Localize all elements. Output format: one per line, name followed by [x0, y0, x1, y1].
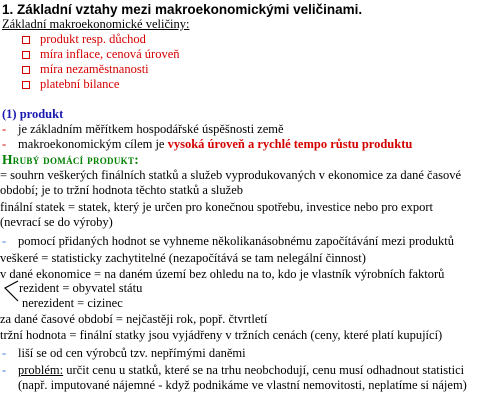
list-item: míra inflace, cenová úroveň: [22, 47, 180, 62]
text-line: nerezident = cizinec: [22, 296, 123, 310]
list-item: míra nezaměstnanosti: [22, 62, 149, 77]
basic-quantities-heading: Základní makroekonomické veličiny:: [2, 17, 190, 31]
text-line: tržní hodnota = finální statky jsou vyjádřeny v tržních cenách (ceny, které platí kupující): [0, 328, 443, 342]
text-line: veškeré = statisticky zachytitelné (nezapočítává se tam nelegální činnost): [0, 251, 366, 265]
square-bullet-icon: [22, 51, 30, 59]
text-line: období; je to tržní hodnota těchto statků a služeb: [0, 183, 243, 197]
dash-bullet-icon: -: [2, 137, 7, 151]
text-line: = souhrn veškerých finálních statků a služeb vyprodukovaných v ekonomice za dané časové: [0, 168, 462, 182]
text-line: (např. imputované nájemné - když podnikáme ve vlastní nemovitosti, neplatíme si nájem): [18, 378, 467, 392]
text-line: za dané časové období = nejčastěji rok, popř. čtvrtletí: [0, 312, 268, 326]
dash-bullet-icon: -: [2, 234, 7, 248]
page-title: 1. Základní vztahy mezi makroekonomickými veličinami.: [2, 2, 363, 17]
dash-bullet-icon: -: [2, 346, 7, 360]
list-item: - je základním měřítkem hospodářské úspěšnosti země: [2, 122, 284, 136]
dash-bullet-icon: -: [2, 363, 7, 377]
text-line: (nevrací se do výroby): [0, 215, 113, 229]
square-bullet-icon: [22, 81, 30, 89]
square-bullet-icon: [22, 66, 30, 74]
brace-icon: [3, 279, 19, 303]
list-item: - problém: určit cenu u statků, které se na trhu neobchodují, cenu musí odhadnout statistici: [2, 363, 465, 377]
square-bullet-icon: [22, 36, 30, 44]
text-line: v dané ekonomice = na daném území bez ohledu na to, kdo je vlastník výrobních faktorů: [0, 267, 445, 281]
product-heading: (1) produkt: [2, 107, 64, 121]
dash-bullet-icon: -: [2, 122, 7, 136]
list-item: - liší se od cen výrobců tzv. nepřímými daněmi: [2, 346, 246, 360]
list-item: - makroekonomickým cílem je vysoká úroveň a rychlé tempo růstu produktu: [2, 137, 413, 151]
list-item: - pomocí přidaných hodnot se vyhneme několikanásobnému započítávání mezi produktů: [2, 234, 454, 248]
text-line: rezident = obyvatel státu: [19, 281, 143, 295]
list-item: produkt resp. důchod: [22, 32, 146, 47]
hdp-heading: Hrubý domácí produkt:: [2, 152, 140, 167]
list-item: platební bilance: [22, 77, 119, 92]
text-line: finální statek = statek, který je určen pro konečnou spotřebu, investice nebo pro export: [0, 200, 433, 214]
